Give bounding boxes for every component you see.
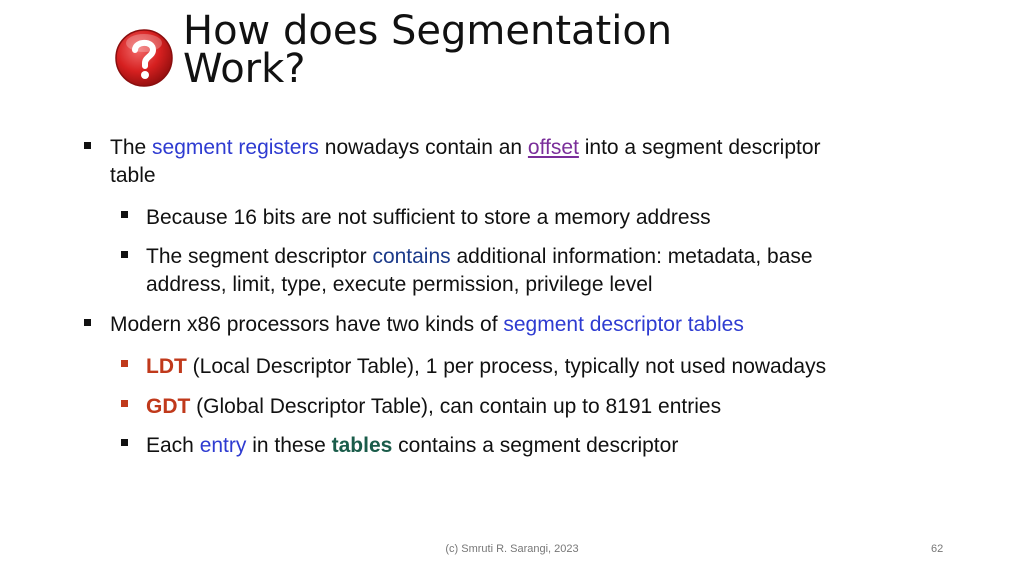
bullet-segment-registers [110, 134, 930, 190]
text: The [110, 136, 153, 159]
text: into a segment descriptor [578, 136, 821, 159]
highlight-gdt: GDT [146, 395, 191, 418]
bullet-marker [84, 142, 91, 149]
offset-link[interactable]: offset [527, 136, 579, 159]
text: Each [146, 434, 200, 457]
text: contains a segment descriptor [392, 434, 679, 457]
text: nowadays contain an [318, 136, 528, 159]
highlight-entry: entry [199, 434, 247, 457]
bullet-16-bits [146, 204, 936, 232]
bullet-marker [121, 400, 128, 407]
text: table [110, 164, 156, 187]
highlight-ldt: LDT [146, 355, 187, 378]
bullet-x86-tables [110, 311, 930, 339]
highlight-contains: contains [372, 245, 451, 268]
slide-title [183, 8, 673, 92]
text: (Local Descriptor Table), 1 per process, typically not used nowadays [186, 355, 827, 378]
highlight-tables: tables [331, 434, 393, 457]
bullet-gdt [146, 393, 936, 421]
bullet-marker [121, 360, 128, 367]
bullet-marker [84, 319, 91, 326]
highlight-descriptor-tables: segment descriptor tables [503, 313, 744, 336]
text: address, limit, type, execute permission, privilege level [146, 273, 653, 296]
title-line-1: How does Segmentation [183, 8, 673, 54]
text: (Global Descriptor Table), can contain up to 8191 entries [190, 395, 722, 418]
footer-copyright: (c) Smruti R. Sarangi, 2023 [445, 543, 579, 555]
page-number: 62 [931, 543, 944, 555]
bullet-marker [121, 251, 128, 258]
text: Because 16 bits are not sufficient to store a memory address [146, 206, 711, 229]
bullet-ldt [146, 353, 936, 381]
highlight-segment-registers: segment registers [152, 136, 319, 159]
text: Modern x86 processors have two kinds of [110, 313, 504, 336]
bullet-descriptor-contents [146, 243, 936, 299]
bullet-marker [121, 211, 128, 218]
text: The segment descriptor [146, 245, 373, 268]
text: in these [246, 434, 332, 457]
text: additional information: metadata, base [450, 245, 813, 268]
bullet-entry [146, 432, 936, 460]
bullet-marker [121, 439, 128, 446]
question-mark-icon [114, 28, 174, 88]
title-line-2: Work? [183, 46, 306, 92]
